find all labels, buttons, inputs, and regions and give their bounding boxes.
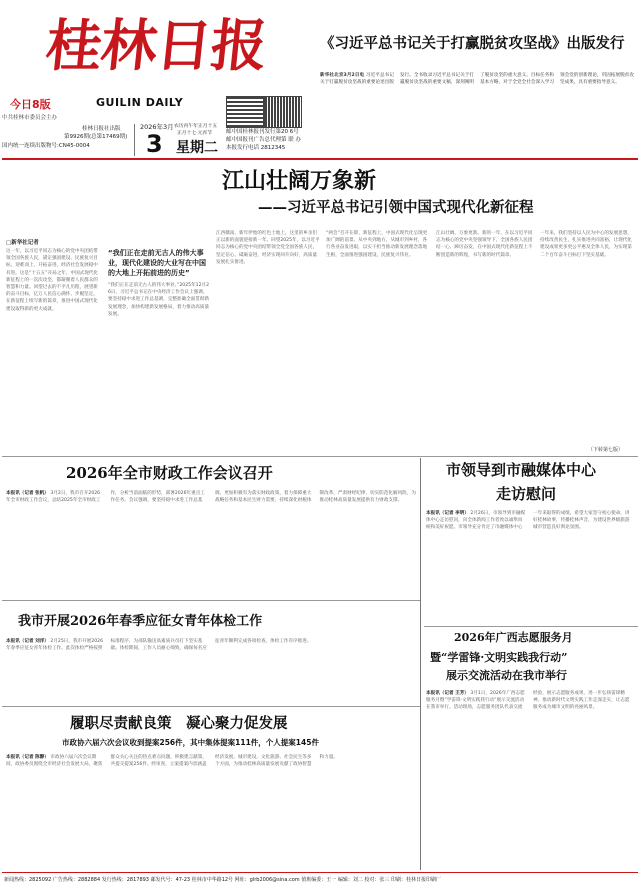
paper-title: 桂林日报 xyxy=(42,13,270,79)
sports-headline: 我市开展2026年春季应征女青年体检工作 xyxy=(18,614,263,629)
lead-col-2: “我们正在走前无古人的伟大事业，现代化建设的大业写在中国的大地上开拓前进的历史” “我们正在走前无古人的伟大事业。”2025年12月26日，习近平总书记在中央经济工作会议上强调，要坚持稳中求进工作总基调，完整准确全面贯彻新发展理念，加快构建新发展格局，着力推动高质量发展。 xyxy=(108,249,210,317)
notice-line-3: 本报发行电话 2812345 xyxy=(226,145,286,151)
lead-col-3: 江西赣南，新年伊始的红色土地上，这里的乡亲们正以新的面貌迎接新一年。回望2025年，以习近平同志为核心的党中央团结带领全党全国各族人民，坚定信心、砥砺奋进，经济实现回升向好，高质量发展扎实推进。 xyxy=(216,231,320,265)
lead-col-5: 江山壮阔，万象更新。新的一年，在以习近平同志为核心的党中央坚强领导下，全国各族人民团结一心、踔厉奋发，在中国式现代化新征程上不断创造新的辉煌，书写新的时代篇章。 xyxy=(436,231,533,258)
qr-code xyxy=(226,96,264,128)
party-org: 中共桂林市委员会主办 xyxy=(2,115,58,121)
volunteer-headline-1: 2026年广西志愿服务月 xyxy=(454,631,573,644)
sports-body: 本报讯（记者 刘洋） 2月25日，我市开展2026年春季应征女青年体检工作。此次体检严格按照标准程序，为部队输送高素质兵员打下坚实基础。体检期间，工作人员耐心细致，确保每名应征青年顺利完成各项检查，体检工作有序推进。 xyxy=(6,639,312,652)
lead-quote: “我们正在走前无古人的伟大事业，现代化建设的大业写在中国的大地上开拓前进的历史” xyxy=(108,249,206,277)
volunteer-headline-3: 展示交流活动在我市举行 xyxy=(446,669,567,682)
lead-headline: 江山壮阔万象新 xyxy=(222,168,377,194)
lead-byline: □新华社记者 xyxy=(6,240,39,246)
top-brief-lead: 新华社北京3月2日电 xyxy=(320,73,365,78)
finance-headline: 2026年全市财政工作会议召开 xyxy=(66,464,273,482)
book-banner xyxy=(320,28,636,62)
volunteer-source: 本报讯（记者 王芳） xyxy=(426,691,469,696)
top-brief xyxy=(320,72,634,156)
romanized-title: GUILIN DAILY xyxy=(96,96,184,109)
edition-count: 今日8版 xyxy=(10,98,51,111)
cppcc-headline: 履职尽责献良策 凝心聚力促发展 xyxy=(70,715,288,732)
qr-code-2 xyxy=(264,96,302,128)
lunar-date-2: 正月十七·元宵节 xyxy=(177,131,213,136)
date-year-month: 2026年3月 xyxy=(140,123,174,131)
notice-line-2: 邮中国报刊广告总代理第 联 办 xyxy=(226,137,301,143)
publisher: 桂林日报社出版 xyxy=(82,126,121,132)
media-source: 本报讯（记者 李明） xyxy=(426,511,469,516)
cppcc-source: 本报讯（记者 陈静） xyxy=(6,755,49,760)
finance-source: 本报讯（记者 张帆） xyxy=(6,491,49,496)
media-body: 本报讯（记者 李明） 2月26日，市领导到市融媒体中心走访慰问，向全体新闻工作者致以诚挚问候和美好祝愿。市领导充分肯定了市融媒体中心一年来取得的成绩，希望大家坚守初心使命，讲好桂林故事，传播桂林声音，为建设世界级旅游城市营造良好舆论氛围。 xyxy=(426,511,630,531)
sports-source: 本报讯（记者 刘洋） xyxy=(6,639,49,644)
top-brief-text: 习近平总书记关于打赢脱贫攻坚战的重要论述出版发行。全书收录习近平总书记关于打赢脱贫攻坚战的重要文稿，深刻阐明了脱贫攻坚的重大意义、目标任务和基本方略，对于全党全社会深入学习领会党的创新理论，巩固拓展脱贫攻坚成果，具有重要指导意义。 xyxy=(320,73,634,86)
lead-col-6: 一年来，我们坚持以人民为中心的发展思想，持续改善民生，扎实推进共同富裕，让现代化建设成果更多更公平惠及全体人民，为实现第二个百年奋斗目标打下坚实基础。 xyxy=(540,231,632,258)
media-headline-1: 市领导到市融媒体中心 xyxy=(446,461,597,479)
lead-col-1: 这一年，以习近平同志为核心的党中央团结带领全国各族人民，锚定强国建设、民族复兴目标，迎难而上、开拓奋进，经济社会发展稳中有进。这是“十五五”开局之年，中国式现代化新征程上的一次次攻坚，都凝聚着人民群众的智慧和力量。回望过去的不平凡历程，展望新的奋斗目标，亿万人民信心满怀、步履坚定，在新征程上续写新的篇章，推进中国式现代化建设取得新的更大成就。 xyxy=(6,249,99,312)
lead-subheadline: ——习近平总书记引领中国式现代化新征程 xyxy=(258,200,534,216)
notice-line-1: 邮中国桂林报刊发行第20 6号 xyxy=(226,129,299,135)
date-day: 3 xyxy=(146,130,163,158)
footer-info: 新闻热线：2825092 广告热线：2882884 发行热线：2817893 邮发代号：47-23 桂林市中华路12号 网址：glrb2006@sina.com 值班编委：王一 编辑：刘二 校对：张三 印刷：桂林日报印刷厂 xyxy=(4,877,442,883)
cn-number: 国内统一连续出版物号:CN45-0004 xyxy=(2,143,90,149)
issue-no: 第9926期(总第17469期) xyxy=(64,134,128,140)
finance-body: 本报讯（记者 张帆） 3月2日，我市召开2026年全市财政工作会议，总结2025年全市财政工作，分析当前面临的形势，部署2026年重点工作任务。会议强调，要坚持稳中求进工作总基调，更加积极有为落实财政政策，着力保障重大战略任务和基本民生财力需要，持续深化财税体制改革，严肃财经纪律，切实防范化解风险，为推动桂林高质量发展提供有力财政支撑。 xyxy=(6,491,416,504)
media-headline-2: 走访慰问 xyxy=(496,485,557,503)
cppcc-body: 本报讯（记者 陈静） 市政协六届六次会议期间，政协委员围绕全市经济社会发展大局，聚焦群众关心关注的热点难点问题，积极建言献策，共提交提案256件。经审查，立案提案内容涵盖经济发展、城市建设、文化旅游、社会民生等多个方面，为推动桂林高质量发展贡献了政协智慧和力量。 xyxy=(6,755,338,768)
cppcc-subheadline: 市政协六届六次会议收到提案256件，其中集体提案111件，个人提案145件 xyxy=(62,738,319,747)
lead-col-4: “两会”召开在即，新征程上，中国式现代化呈现更加广阔的前景。从中央到地方，从城市到乡村，各行各业奋发进取，以实干担当推动新发展理念落地生根，全面推进强国建设、民族复兴伟业。 xyxy=(326,231,428,258)
banner-text: 《习近平总书记关于打赢脱贫攻坚战》出版发行 xyxy=(320,36,625,52)
lunar-date: 农历丙午年正月十五 xyxy=(174,124,218,129)
volunteer-headline-2: 暨“学雷锋·文明实践我行动” xyxy=(430,651,568,664)
volunteer-body: 本报讯（记者 王芳） 3月1日，2026年广西志愿服务月暨“学雷锋·文明实践我行动”展示交流活动在我市举行。活动现场，志愿服务团队代表交流经验，展示志愿服务成果，进一步弘扬雷锋精神，推动新时代文明实践工作走深走实，让志愿服务成为城市文明的亮丽风景。 xyxy=(426,691,630,711)
lead-continued: （下转第七版） xyxy=(588,447,624,453)
masthead-rule xyxy=(2,158,638,160)
weekday: 星期二 xyxy=(176,140,218,156)
